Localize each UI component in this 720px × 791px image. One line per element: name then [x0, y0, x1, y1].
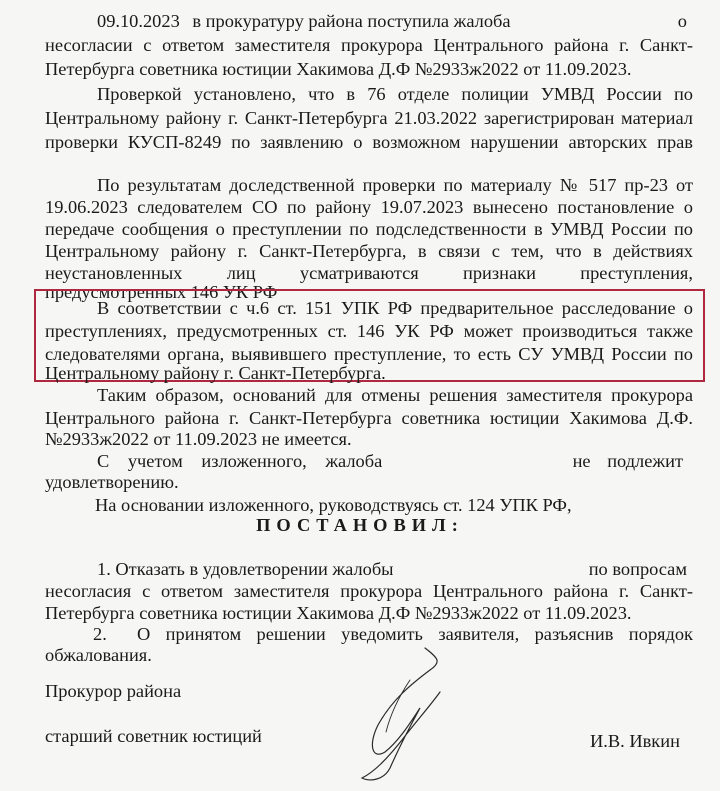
intro-line-3: Петербурга советника юстиции Хакимова Д.Ф №2933ж2022 от 11.09.2023. [45, 59, 632, 79]
check-line-1: Проверкой установлено, что в 76 отделе полиции УМВД России по [97, 84, 693, 104]
resolved-title: ПОСТАНОВИЛ: [256, 515, 464, 535]
intro-date: 09.10.2023 [97, 11, 180, 31]
highlight-line-3: следователями органа, выявившего преступление, то есть СУ УМВД России по [45, 344, 693, 364]
intro-line-2: несогласии с ответом заместителя прокурора Центрального района г. Санкт- [45, 35, 693, 55]
result-line-5: неустановленных лиц усматриваются признаки преступления, [45, 263, 693, 283]
result-line-1: По результатам доследственной проверки по материалу № 517 пр-23 от [97, 175, 693, 195]
intro-line-end: о [677, 11, 687, 31]
check-line-3: проверки КУСП-8249 по заявлению о возможном нарушении авторских прав [45, 132, 693, 152]
handwritten-signature [350, 640, 460, 790]
thus-line-3: №2933ж2022 от 11.09.2023 не имеется. [45, 429, 352, 449]
item1-line-3: Петербурга советника юстиции Хакимова Д.Ф №2933ж2022 от 11.09.2023. [45, 603, 632, 623]
considering-line-2: удовлетворению. [45, 472, 179, 492]
item1-end: по вопросам [588, 559, 687, 579]
signature-title-1: Прокурор района [45, 681, 182, 701]
signature-name: И.В. Ивкин [590, 731, 680, 751]
intro-text: в прокуратуру района поступила жалоба [192, 11, 511, 31]
basis-line: На основании изложенного, руководствуясь ст. 124 УПК РФ, [95, 495, 572, 515]
thus-line-1: Таким образом, оснований для отмены решения заместителя прокурора [97, 385, 693, 405]
item1-line-1 [97, 558, 693, 580]
result-line-4: Центральному району г. Санкт-Петербурга, в связи с тем, что в действиях [45, 241, 693, 261]
thus-line-2: Центрального района г. Санкт-Петербурга советника юстиции Хакимова Д.Ф. [45, 408, 693, 428]
result-line-2: 19.06.2023 следователем СО по району 19.07.2023 вынесено постановление о [45, 197, 693, 217]
considering-line-1 [97, 450, 693, 472]
item1-line-2: несогласия с ответом заместителя прокурора Центрального района г. Санкт- [45, 581, 693, 601]
highlight-line-4: Центральному району г. Санкт-Петербурга. [45, 363, 386, 383]
signature-title-2: старший советник юстиций [45, 726, 262, 746]
item2-number: 2. [93, 624, 107, 644]
highlight-line-2: преступлениях, предусмотренных ст. 146 УК РФ может производиться также [45, 321, 693, 341]
item1-start: 1. Отказать в удовлетворении жалобы [97, 559, 394, 579]
intro-line-1 [97, 10, 693, 32]
considering-start: С учетом изложенного, жалоба [97, 451, 383, 471]
item2-line-2: обжалования. [45, 645, 152, 665]
result-line-3: передаче сообщения о преступлении по подследственности в УМВД России по [45, 219, 693, 239]
result-line-6: предусмотренных 146 УК РФ [45, 282, 278, 302]
highlight-line-1: В соответствии с ч.6 ст. 151 УПК РФ предварительное расследование о [97, 298, 693, 318]
check-line-2: Центральному району г. Санкт-Петербурга 21.03.2022 зарегистрирован материал [45, 108, 693, 128]
considering-end: не подлежит [572, 451, 683, 471]
item2-text: О принятом решении уведомить заявителя, разъяснив порядок [137, 624, 693, 644]
